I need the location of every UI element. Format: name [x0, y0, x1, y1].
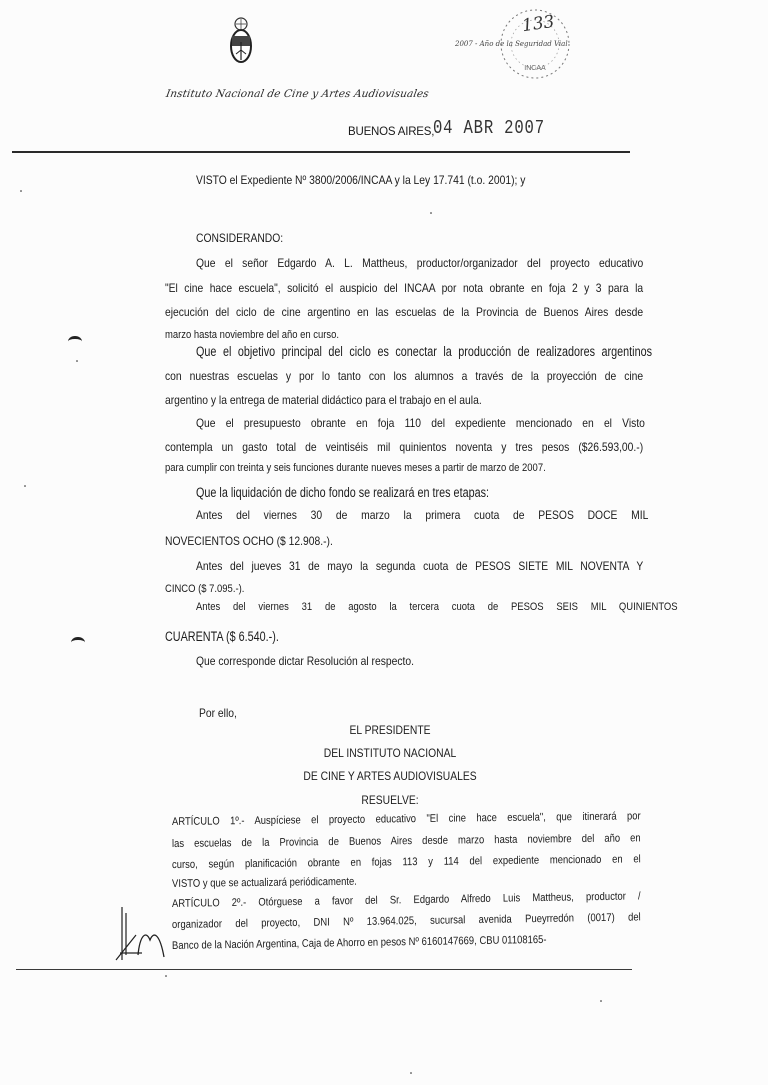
- art1-line-3: [172, 853, 641, 871]
- text: Antes del viernes 31 de agosto la tercera cuota de PESOS SEIS MIL QUINIENTOS: [196, 601, 678, 613]
- scan-speck: [76, 360, 78, 362]
- p3-line-2: [165, 440, 643, 454]
- scan-speck: [24, 485, 26, 487]
- considerando-heading: CONSIDERANDO:: [196, 231, 284, 245]
- institute-name-script: Instituto Nacional de Cine y Artes Audiovisuales: [164, 88, 430, 100]
- text: "El cine hace escuela", solicitó el auspicio del INCAA por nota obrante en foja 2 y 3 para la: [165, 281, 644, 295]
- art1-line-1: [172, 810, 641, 828]
- p5-line-2: NOVECIENTOS OCHO ($ 12.908.-).: [165, 534, 333, 548]
- por-ello: Por ello,: [199, 706, 237, 720]
- scan-speck: [410, 1072, 412, 1074]
- text: Que el presupuesto obrante en foja 110 del expediente mencionado en el Visto: [196, 416, 645, 430]
- text: Que el señor Edgardo A. L. Mattheus, productor/organizador del proyecto educativo: [196, 256, 644, 270]
- text: Antes del viernes 30 de marzo la primera cuota de PESOS DOCE MIL: [196, 508, 649, 522]
- p7-line-1: [196, 601, 678, 613]
- authority-line-1: EL PRESIDENTE: [349, 723, 431, 737]
- art2-line-2: [172, 911, 641, 931]
- text: ejecución del ciclo de cine argentino en las escuelas de la Provincia de Buenos Aires desde: [165, 305, 644, 319]
- punch-hole-mark-icon: [71, 637, 85, 648]
- text: Que el objetivo principal del ciclo es conectar la producción de realizadores argentinos: [196, 344, 652, 359]
- text: curso, según planificación obrante en fojas 113 y 114 del expediente mencionado en el: [171, 853, 641, 871]
- text: contempla un gasto total de veintiséis mil quinientos noventa y tres pesos ($26.593,00.-): [165, 440, 644, 454]
- scan-speck: [430, 212, 432, 214]
- authority-line-3: DE CINE Y ARTES AUDIOVISUALES: [303, 769, 477, 783]
- coat-of-arms-icon: [228, 16, 254, 66]
- p1-line-2: [165, 281, 643, 295]
- p8-line-1: Que corresponde dictar Resolución al respecto.: [196, 654, 414, 668]
- p2-line-2: [165, 369, 643, 383]
- folio-number: 133: [520, 11, 556, 37]
- p5-line-1: [196, 508, 648, 522]
- p3-line-3: para cumplir con treinta y seis funciones durante nueves meses a partir de marzo de 2007.: [165, 462, 546, 474]
- p6-line-2: CINCO ($ 7.095.-).: [165, 583, 245, 595]
- signature-initials-icon: [112, 905, 172, 965]
- art2-line-3: Banco de la Nación Argentina, Caja de Ahorro en pesos Nº 6160147669, CBU 01108165-: [171, 933, 547, 952]
- stamp-year-text: 2007 - Año de la Seguridad Vial: [455, 40, 568, 48]
- resuelve-heading: RESUELVE:: [361, 793, 419, 807]
- text: las escuelas de la Provincia de Buenos Aires desde marzo hasta noviembre del año en: [171, 832, 641, 850]
- text: organizador del proyecto, DNI Nº 13.964.025, sucursal avenida Pueyrredón (0017) del: [171, 911, 641, 931]
- svg-text:INCAA: INCAA: [524, 65, 546, 72]
- p2-line-1: [196, 344, 652, 359]
- p7-line-2: CUARENTA ($ 6.540.-).: [165, 629, 279, 644]
- footer-rule: [16, 969, 632, 970]
- scan-speck: [165, 975, 167, 977]
- art1-line-4: VISTO y que se actualizará periódicamente.: [171, 875, 357, 890]
- text: con nuestras escuelas y por lo tanto con los alumnos a través de la proyección de cine: [165, 369, 644, 383]
- p1-line-3: [165, 305, 643, 319]
- p3-line-1: [196, 416, 645, 430]
- p2-line-3: argentino y la entrega de material didáctico para el trabajo en el aula.: [165, 393, 482, 407]
- authority-line-2: DEL INSTITUTO NACIONAL: [323, 746, 457, 760]
- p1-line-4: marzo hasta noviembre del año en curso.: [165, 329, 340, 341]
- visto-line: VISTO el Expediente Nº 3800/2006/INCAA y la Ley 17.741 (t.o. 2001); y: [196, 173, 526, 187]
- scan-speck: [20, 190, 22, 192]
- p1-line-1: [196, 256, 643, 270]
- art2-line-1: [172, 890, 641, 910]
- text: ARTÍCULO 2º.- Otórguese a favor del Sr. Edgardo Alfredo Luis Mattheus, productor /: [171, 890, 641, 910]
- text: ARTÍCULO 1º.- Auspíciese el proyecto educativo "El cine hace escuela", que itinerará por: [171, 810, 641, 828]
- header-rule: [12, 151, 630, 153]
- art1-line-2: [172, 832, 641, 850]
- p6-line-1: [196, 559, 643, 573]
- place-label: BUENOS AIRES,: [348, 126, 435, 138]
- date-stamp: 04 ABR 2007: [433, 117, 545, 139]
- p4-line-1: Que la liquidación de dicho fondo se realizará en tres etapas:: [196, 485, 489, 500]
- text: Antes del jueves 31 de mayo la segunda cuota de PESOS SIETE MIL NOVENTA Y: [196, 559, 644, 573]
- scan-speck: [600, 1000, 602, 1002]
- punch-hole-mark-icon: [68, 336, 82, 347]
